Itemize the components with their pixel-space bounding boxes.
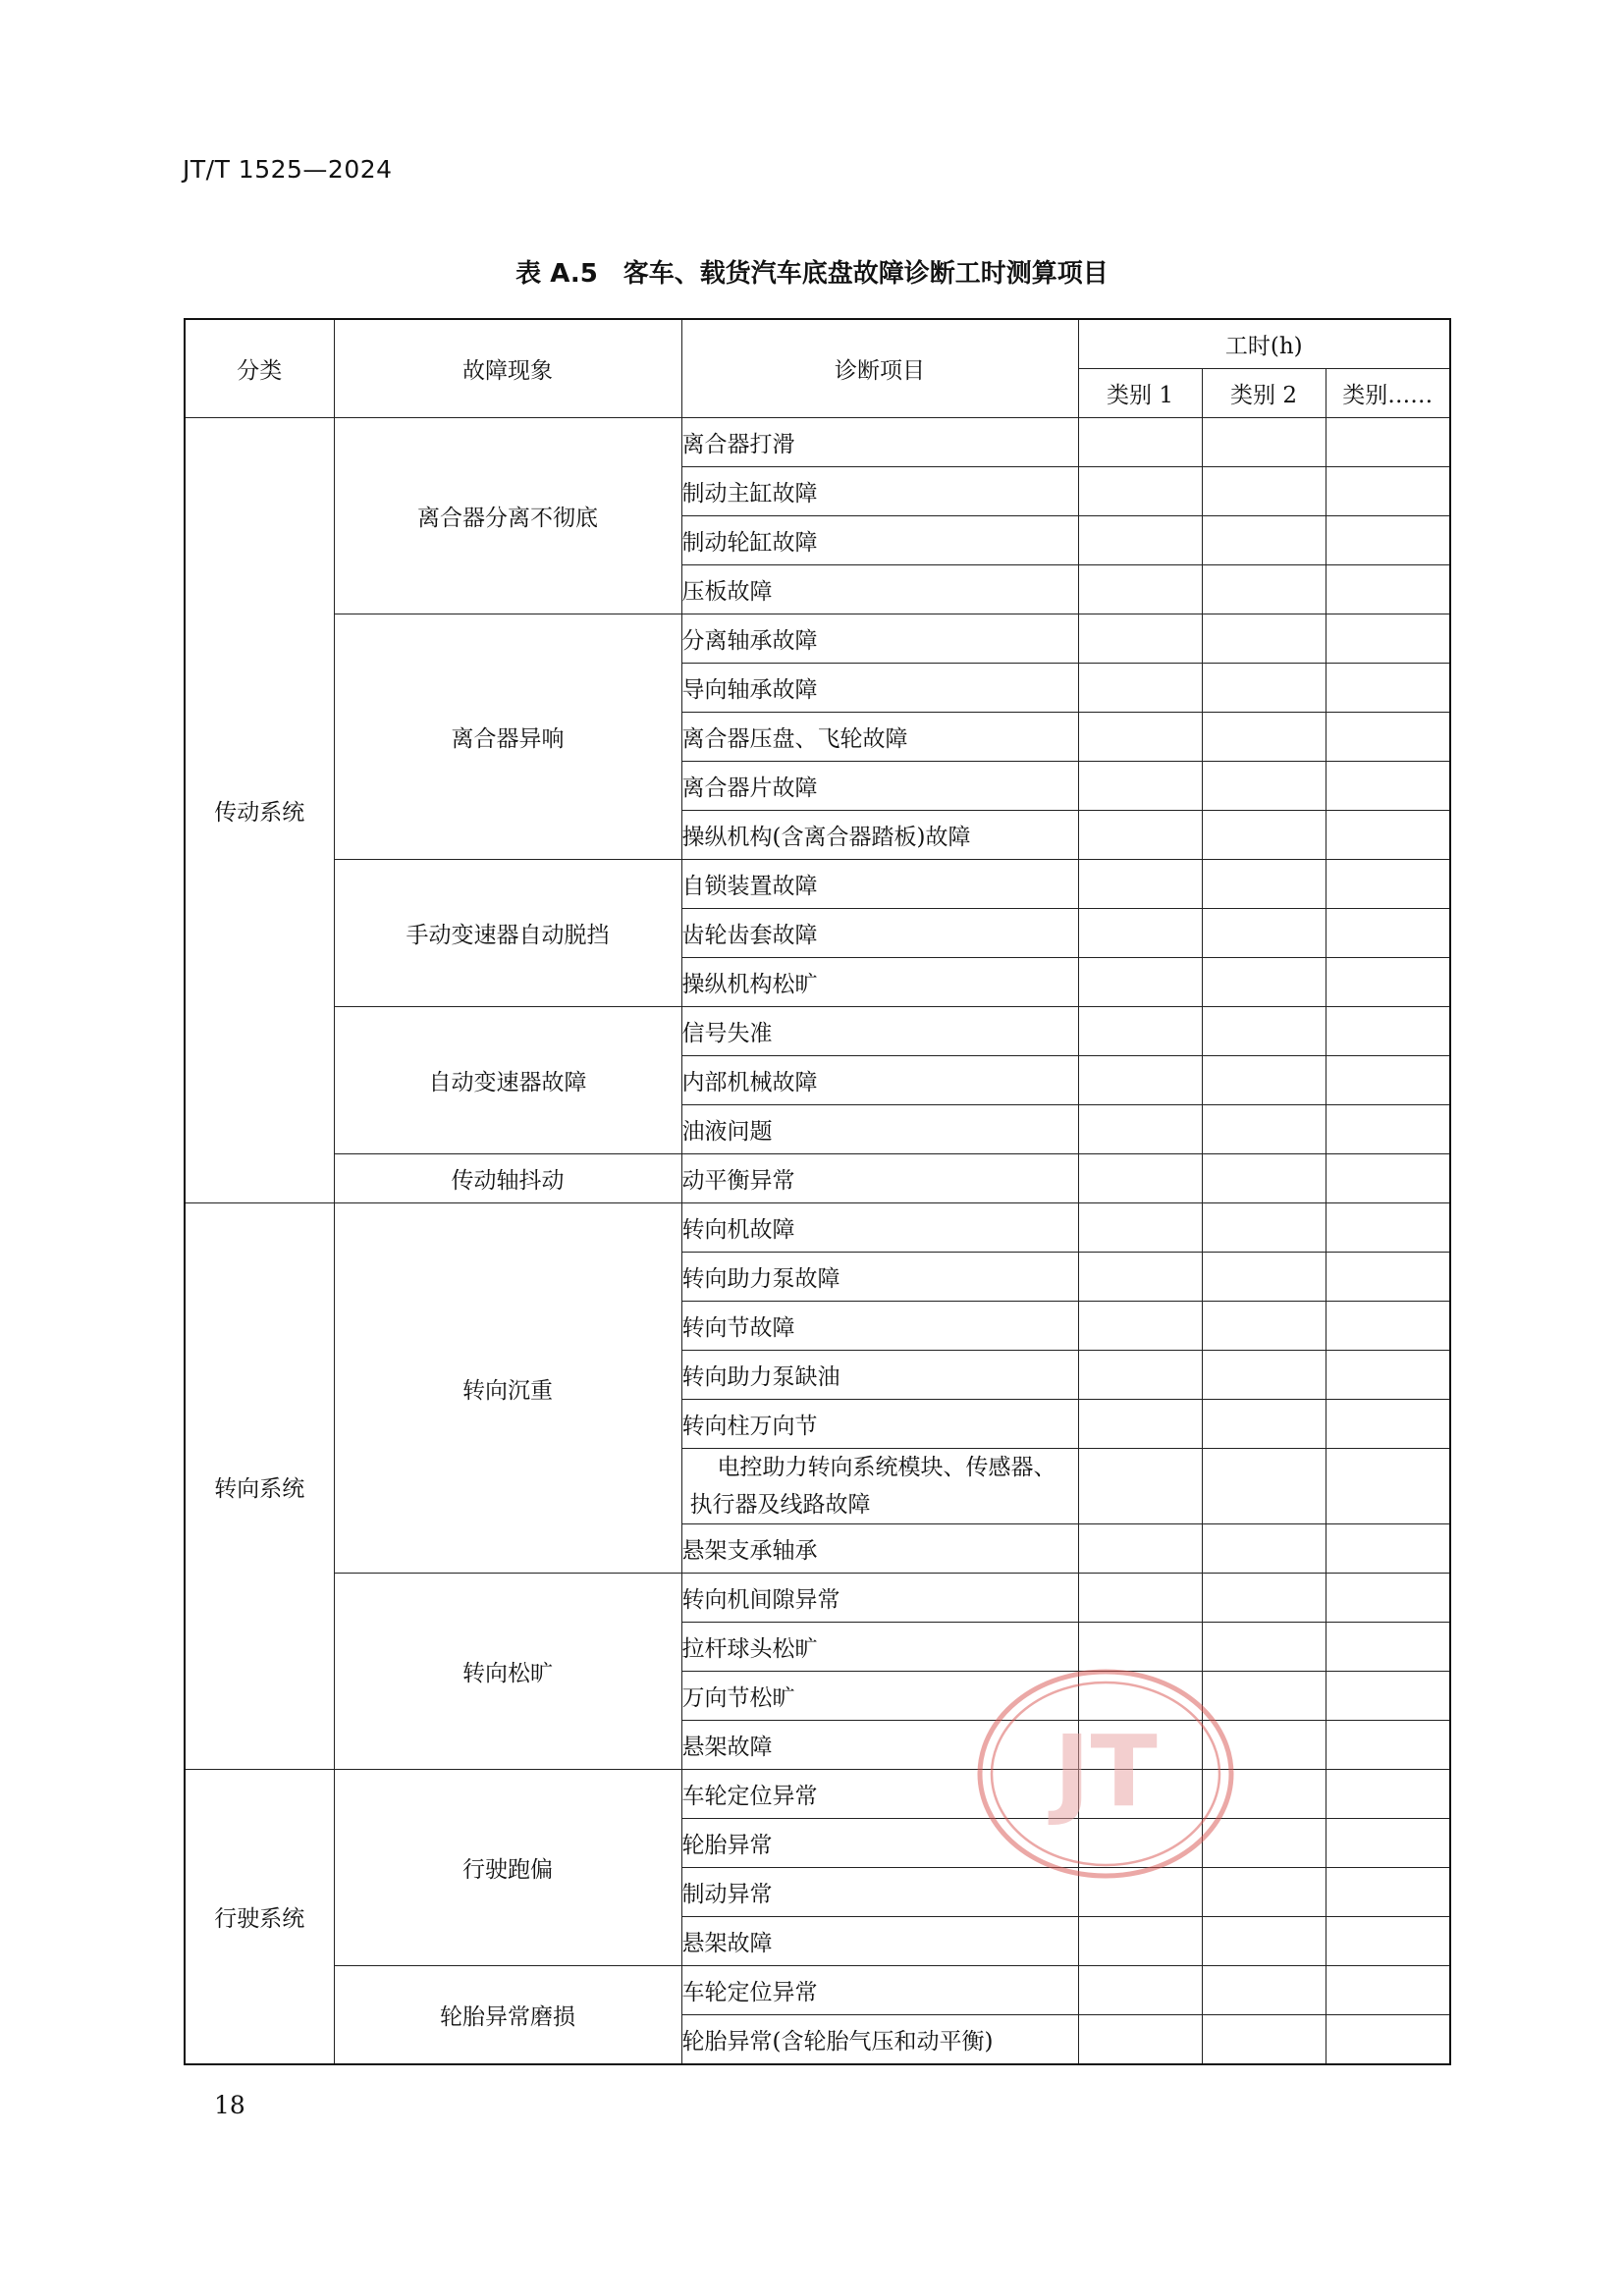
item-cell: 分离轴承故障	[681, 614, 1078, 664]
item-cell: 万向节松旷	[681, 1672, 1078, 1721]
item-line-1: 电控助力转向系统模块、传感器、	[717, 1455, 1056, 1480]
item-cell: 齿轮齿套故障	[681, 909, 1078, 958]
col-header-item: 诊断项目	[681, 319, 1078, 418]
symptom-cell: 轮胎异常磨损	[334, 1966, 681, 2065]
col-header-class-more: 类别……	[1326, 369, 1450, 418]
item-cell: 转向柱万向节	[681, 1400, 1078, 1449]
item-cell: 自锁装置故障	[681, 860, 1078, 909]
item-cell: 信号失准	[681, 1007, 1078, 1056]
watermark-text: JT	[1054, 1714, 1158, 1829]
item-cell: 离合器片故障	[681, 762, 1078, 811]
item-cell: 悬架支承轴承	[681, 1524, 1078, 1574]
item-cell: 动平衡异常	[681, 1154, 1078, 1203]
diagnosis-hours-table	[184, 318, 1451, 2065]
item-cell: 转向助力泵缺油	[681, 1351, 1078, 1400]
item-cell: 压板故障	[681, 565, 1078, 614]
item-cell: 制动主缸故障	[681, 467, 1078, 516]
item-cell: 悬架故障	[681, 1721, 1078, 1770]
item-cell: 内部机械故障	[681, 1056, 1078, 1105]
symptom-cell: 离合器分离不彻底	[334, 418, 681, 614]
item-cell: 导向轴承故障	[681, 664, 1078, 713]
item-cell: 制动轮缸故障	[681, 516, 1078, 565]
col-header-symptom: 故障现象	[334, 319, 681, 418]
category-cell: 转向系统	[185, 1203, 334, 1770]
item-cell: 操纵机构松旷	[681, 958, 1078, 1007]
item-cell: 离合器压盘、飞轮故障	[681, 713, 1078, 762]
item-cell: 操纵机构(含离合器踏板)故障	[681, 811, 1078, 860]
col-header-class2: 类别 2	[1202, 369, 1326, 418]
page-number: 18	[214, 2091, 245, 2119]
item-cell: 车轮定位异常	[681, 1770, 1078, 1819]
table-number: 表 A.5	[515, 259, 598, 289]
symptom-cell: 手动变速器自动脱挡	[334, 860, 681, 1007]
item-cell: 车轮定位异常	[681, 1966, 1078, 2015]
item-cell: 转向机故障	[681, 1203, 1078, 1253]
item-cell-wrapped	[681, 1449, 1078, 1524]
col-header-category: 分类	[185, 319, 334, 418]
item-cell: 制动异常	[681, 1868, 1078, 1917]
item-cell: 油液问题	[681, 1105, 1078, 1154]
symptom-cell: 传动轴抖动	[334, 1154, 681, 1203]
item-cell: 转向助力泵故障	[681, 1253, 1078, 1302]
col-header-class1: 类别 1	[1078, 369, 1202, 418]
symptom-cell: 转向沉重	[334, 1203, 681, 1574]
item-cell: 轮胎异常(含轮胎气压和动平衡)	[681, 2015, 1078, 2065]
table-title	[0, 253, 1624, 290]
category-cell: 行驶系统	[185, 1770, 334, 2065]
item-cell: 拉杆球头松旷	[681, 1623, 1078, 1672]
item-cell: 离合器打滑	[681, 418, 1078, 467]
symptom-cell: 行驶跑偏	[334, 1770, 681, 1966]
item-cell: 转向机间隙异常	[681, 1574, 1078, 1623]
table-title-text: 客车、载货汽车底盘故障诊断工时测算项目	[623, 259, 1109, 289]
item-cell: 转向节故障	[681, 1302, 1078, 1351]
standard-code: JT/T 1525—2024	[183, 155, 393, 184]
col-header-hours: 工时(h)	[1078, 319, 1450, 369]
item-cell: 悬架故障	[681, 1917, 1078, 1966]
symptom-cell: 离合器异响	[334, 614, 681, 860]
item-cell: 轮胎异常	[681, 1819, 1078, 1868]
symptom-cell: 自动变速器故障	[334, 1007, 681, 1154]
symptom-cell: 转向松旷	[334, 1574, 681, 1770]
category-cell: 传动系统	[185, 418, 334, 1203]
item-line-2: 执行器及线路故障	[689, 1492, 871, 1518]
